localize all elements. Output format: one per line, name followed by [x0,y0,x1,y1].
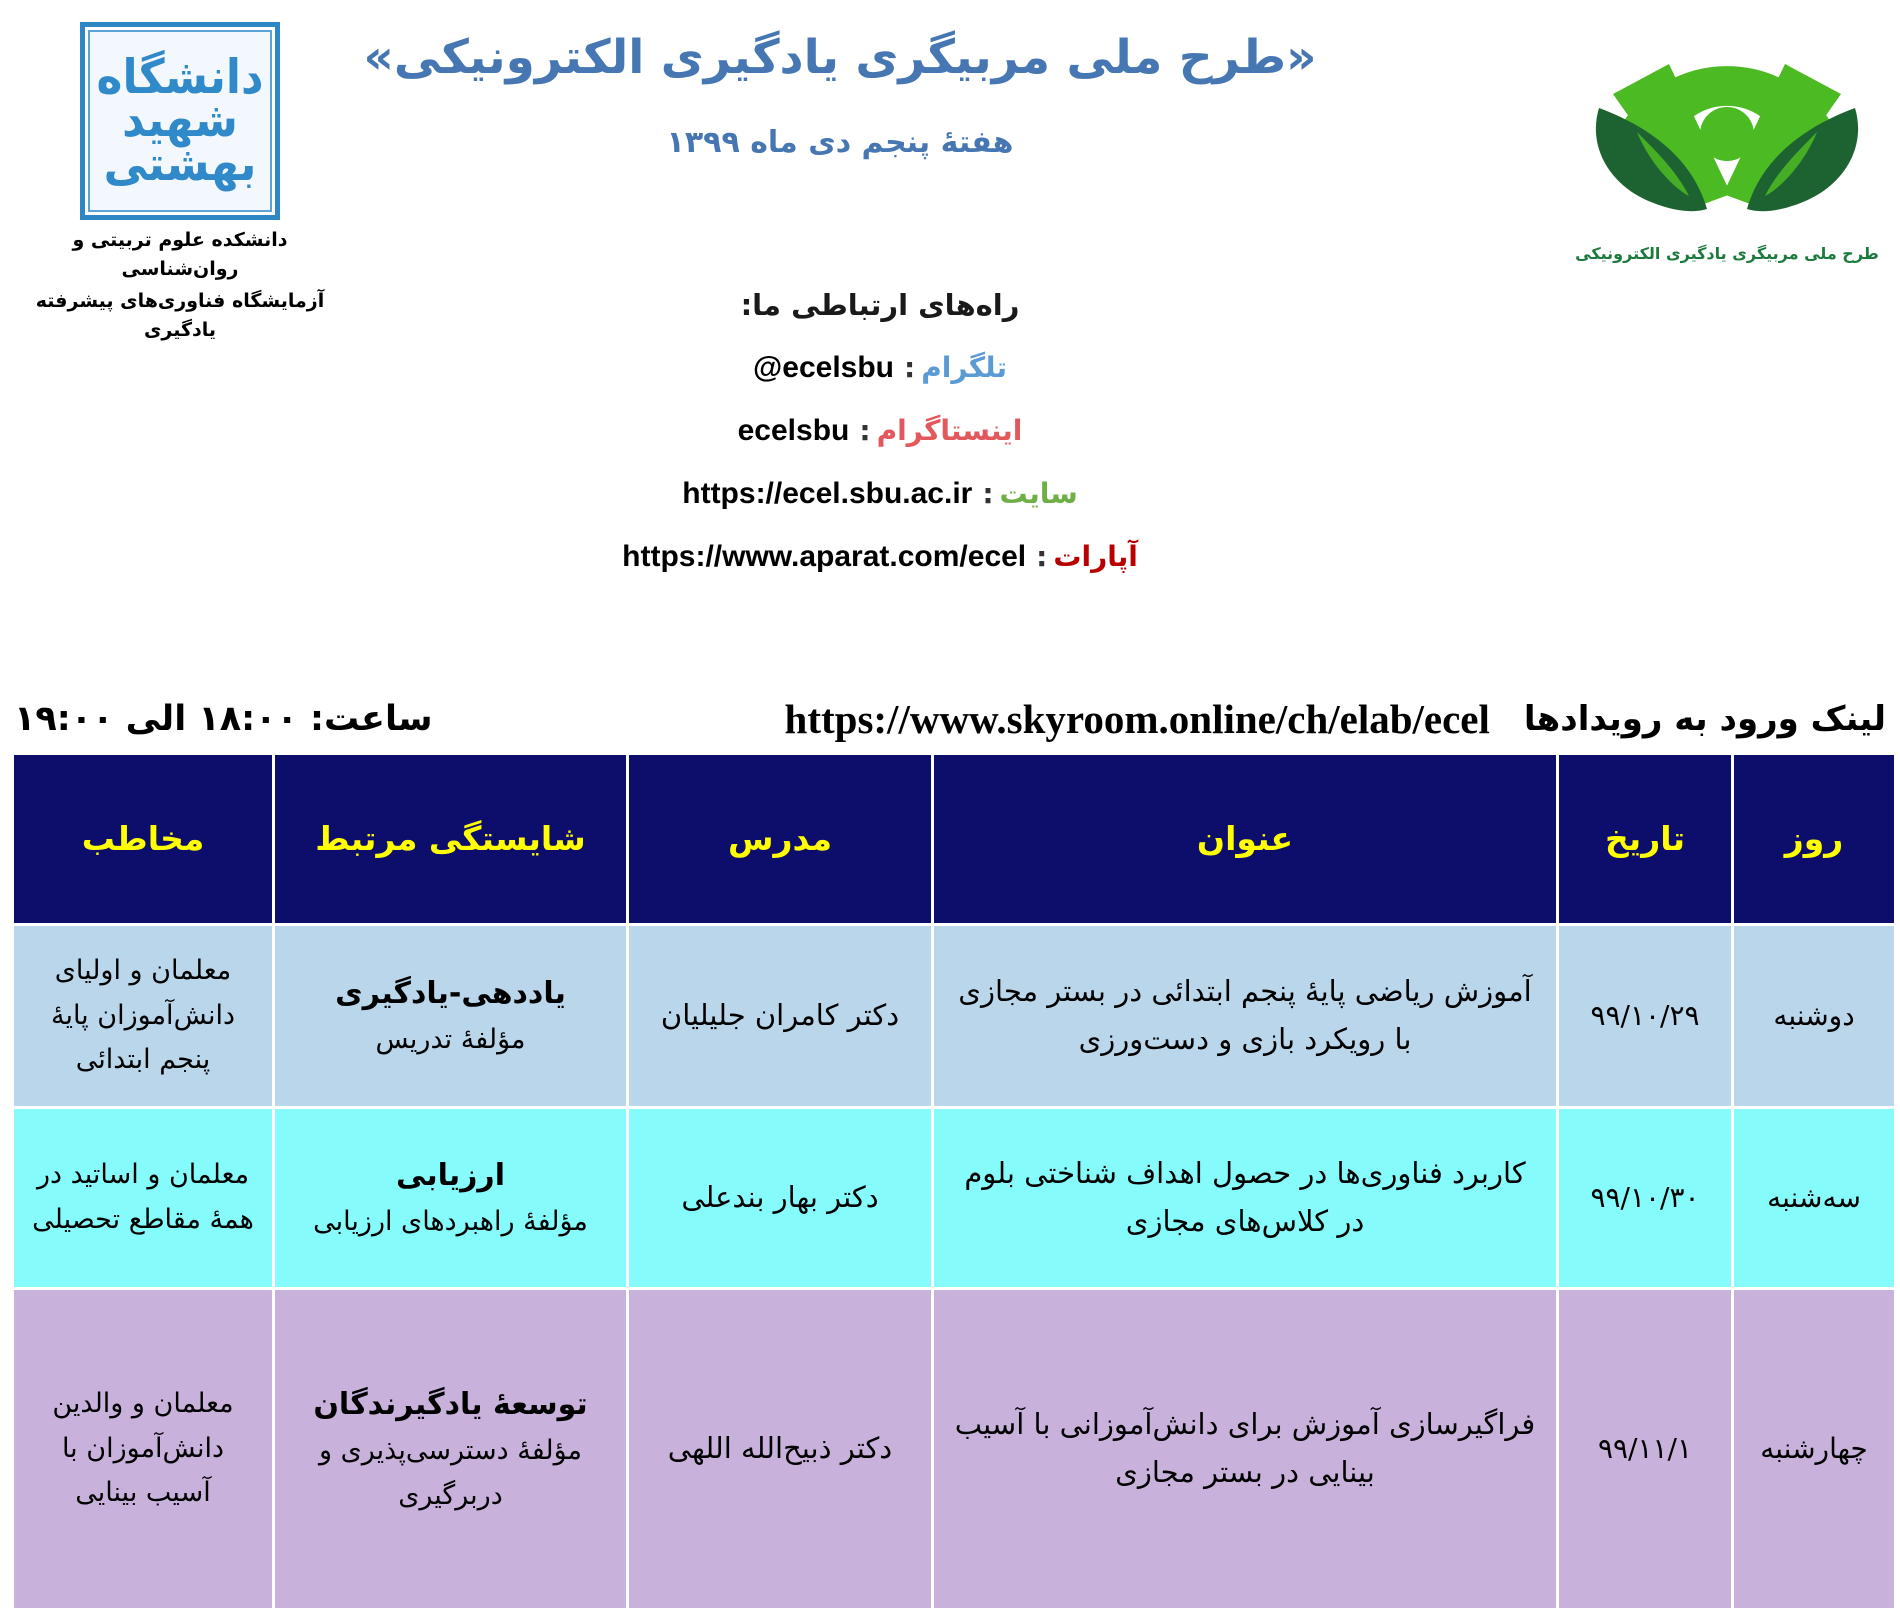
instructor-name: دکتر بهار بندعلی [681,1180,879,1215]
cell-day [1734,926,1894,1106]
instagram-label: اینستاگرام [876,414,1023,447]
day-value: سه‌شنبه [1767,1180,1861,1214]
program-logo-block [1572,12,1882,263]
column-header-date: تاریخ [1559,755,1731,923]
website-label: سایت [999,477,1078,510]
telegram-handle: @ecelsbu [753,351,894,384]
lab-name: آزمایشگاه فناوری‌های پیشرفته یادگیری [35,289,325,342]
cell-audience [14,1290,272,1608]
cell-instructor [629,926,931,1106]
page-title: «طرح ملی مربیگری یادگیری الکترونیکی» [363,30,1317,85]
column-header-competency: شایستگی مرتبط [275,755,626,923]
cell-day [1734,1290,1894,1608]
cell-day [1734,1109,1894,1287]
contact-line-aparat [0,540,1760,574]
events-link-group [785,695,1886,743]
instructor-name: دکتر ذبیح‌الله اللهی [667,1431,893,1466]
contact-line-website [0,477,1760,511]
competency-name: یاددهی-یادگیری [335,975,566,1011]
contact-line-telegram [0,351,1760,385]
session-title: کاربرد فناوری‌ها در حصول اهداف شناختی بلوم در کلاس‌های مجازی [964,1156,1526,1238]
session-title: فراگیرسازی آموزش برای دانش‌آموزانی با آسیب بینایی در بستر مجازی [954,1407,1536,1489]
cell-instructor [629,1290,931,1608]
website-url[interactable]: https://ecel.sbu.ac.ir [682,477,973,510]
contact-heading: راه‌های ارتباطی ما: [740,288,1020,322]
competency-name: توسعۀ یادگیرندگان [313,1386,588,1422]
cell-audience [14,1109,272,1287]
session-title: آموزش ریاضی پایۀ پنجم ابتدائی در بستر مجازی با رویکرد بازی و دست‌ورزی [958,974,1532,1056]
competency-component: مؤلفۀ دسترسی‌پذیری و دربرگیری [318,1435,583,1511]
contact-section [0,288,1760,574]
day-value: دوشنبه [1773,998,1855,1032]
university-logo-line: دانشگاه [96,50,264,106]
cell-date [1559,926,1731,1106]
program-logo-caption: طرح ملی مربیگری یادگیری الکترونیکی [1575,244,1879,263]
events-link-label: لینک ورود به رویدادها [1523,699,1886,739]
aparat-label: آپارات [1053,540,1138,573]
column-header-title: عنوان [934,755,1556,923]
separator: : [904,351,916,384]
audience-value: معلمان و اولیای دانش‌آموزان پایۀ پنجم ابتدائی [50,955,236,1076]
events-time: ساعت: ۱۸:۰۰ الی ۱۹:۰۰ [14,699,433,739]
title-block [0,0,1680,160]
column-header-day: روز [1734,755,1894,923]
aparat-url[interactable]: https://www.aparat.com/ecel [622,540,1027,573]
cell-date [1559,1290,1731,1608]
events-bar [14,688,1886,750]
university-logo-line: شهید [122,93,238,149]
contact-line-instagram [0,414,1760,448]
column-header-instructor: مدرس [629,755,931,923]
column-header-audience: مخاطب [14,755,272,923]
date-value: ۹۹/۱۰/۲۹ [1590,998,1700,1032]
audience-value: معلمان و اساتید در همۀ مقاطع تحصیلی [32,1159,254,1235]
program-logo-icon [1577,12,1877,240]
university-logo-line: بهشتی [103,136,257,192]
cell-audience [14,926,272,1106]
instructor-name: دکتر کامران جلیلیان [660,998,900,1033]
separator: : [859,414,871,447]
cell-title [934,1290,1556,1608]
telegram-label: تلگرام [921,351,1007,384]
events-link-url[interactable]: https://www.skyroom.online/ch/elab/ecel [784,696,1490,742]
cell-instructor [629,1109,931,1287]
date-value: ۹۹/۱۰/۳۰ [1590,1180,1700,1214]
cell-competency [275,1109,626,1287]
cell-date [1559,1109,1731,1287]
cell-title [934,1109,1556,1287]
separator: : [982,477,994,510]
day-value: چهارشنبه [1760,1431,1868,1465]
faculty-name: دانشکده علوم تربیتی و روان‌شناسی [72,229,288,281]
date-value: ۹۹/۱۱/۱ [1597,1431,1693,1465]
instagram-handle: ecelsbu [737,414,850,447]
page-subtitle: هفتۀ پنجم دی ماه ۱۳۹۹ [666,125,1014,160]
cell-title [934,926,1556,1106]
schedule-table [14,755,1894,1608]
competency-component: مؤلفۀ راهبردهای ارزیابی [313,1206,588,1238]
competency-component: مؤلفۀ تدریس [375,1024,526,1056]
cell-competency [275,1290,626,1608]
audience-value: معلمان و والدین دانش‌آموزان با آسیب بینایی [52,1388,234,1509]
cell-competency [275,926,626,1106]
separator: : [1036,540,1048,573]
competency-name: ارزیابی [396,1157,505,1193]
